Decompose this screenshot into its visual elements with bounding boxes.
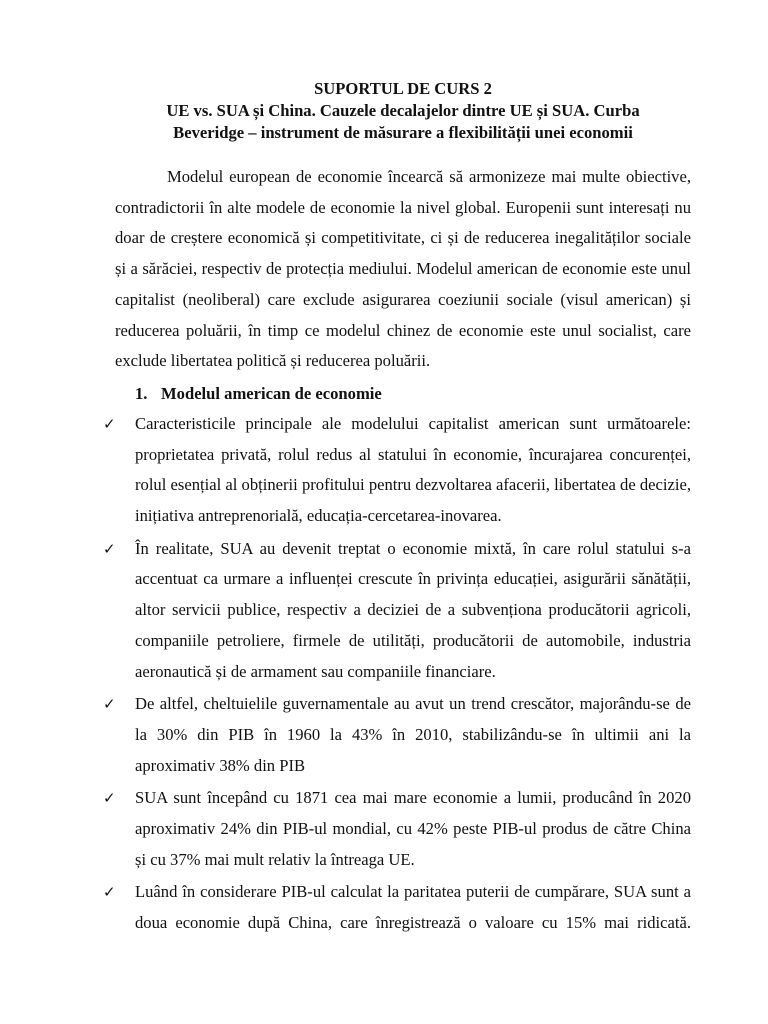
checkmark-icon: ✓ — [103, 789, 116, 808]
list-item — [103, 877, 691, 938]
title-line-3: Beveridge – instrument de măsurare a flexibilității unei economii — [173, 123, 633, 142]
section-number: 1. — [135, 383, 148, 403]
checkmark-icon: ✓ — [103, 414, 116, 433]
checkmark-icon: ✓ — [103, 883, 116, 902]
list-item-text: SUA sunt începând cu 1871 cea mai mare economie a lumii, producând în 2020 aproximativ 24% din PIB-ul mondial, cu 42% peste PIB-ul produs de către China și cu 37% mai mult relativ la întreaga UE. — [135, 788, 691, 869]
list-item — [103, 689, 691, 781]
checkmark-icon: ✓ — [103, 695, 116, 714]
section-heading — [115, 379, 691, 409]
title-line-2: UE vs. SUA și China. Cauzele decalajelor dintre UE și SUA. Curba — [166, 101, 640, 120]
section-title: Modelul american de economie — [161, 383, 382, 403]
list-item — [103, 783, 691, 875]
checkmark-icon: ✓ — [103, 539, 116, 558]
list-item-text: De altfel, cheltuielile guvernamentale au avut un trend crescător, majorându-se de la 30% din PIB în 1960 la 43% în 2010, stabilizându-se în ultimii ani la aproximativ 38% din PIB — [135, 694, 691, 775]
intro-paragraph: Modelul european de economie încearcă să armonizeze mai multe obiective, contradictorii în alte modele de economie la nivel global. Europenii sunt interesați nu doar de creștere economică și competitivitate, ci și de reducerea inegalităților sociale și a sărăciei, respectiv de protecția mediului. Modelul american de economie este unul capitalist (neoliberal) care exclude asigurarea coeziunii sociale (visul american) și reducerea poluării, în timp ce modelul chinez de economie este unul socialist, care exclude libertatea politică și reducerea poluării. — [115, 167, 691, 371]
list-item-text: Caracteristicile principale ale modelului capitalist american sunt următoarele: proprietatea privată, rolul redus al statului în economie, încurajarea concurenței, rolul esențial al obținerii profitului pentru dezvoltarea afacerii, libertatea de decizie, inițiativa antreprenorială, educația-cercetarea-inovarea. — [135, 413, 691, 526]
document-title — [105, 78, 701, 144]
title-line-1: SUPORTUL DE CURS 2 — [314, 79, 492, 98]
bullet-list — [103, 409, 691, 939]
list-item-text: Luând în considerare PIB-ul calculat la paritatea puterii de cumpărare, SUA sunt a doua economie după China, care înregistrează o valoare cu 15% mai ridicată. — [135, 882, 691, 933]
list-item — [103, 534, 691, 688]
list-item-text: În realitate, SUA au devenit treptat o economie mixtă, în care rolul statului s-a accentuat ca urmare a influenței crescute în privința educației, asigurării sănătății, altor servicii publice, respectiv a deciziei de a subvenționa producătorii agricoli, companiile petroliere, firmele de utilități, producătorii de automobile, industria aeronautică și de armament sau companiile financiare. — [135, 538, 691, 681]
list-item — [103, 409, 691, 532]
